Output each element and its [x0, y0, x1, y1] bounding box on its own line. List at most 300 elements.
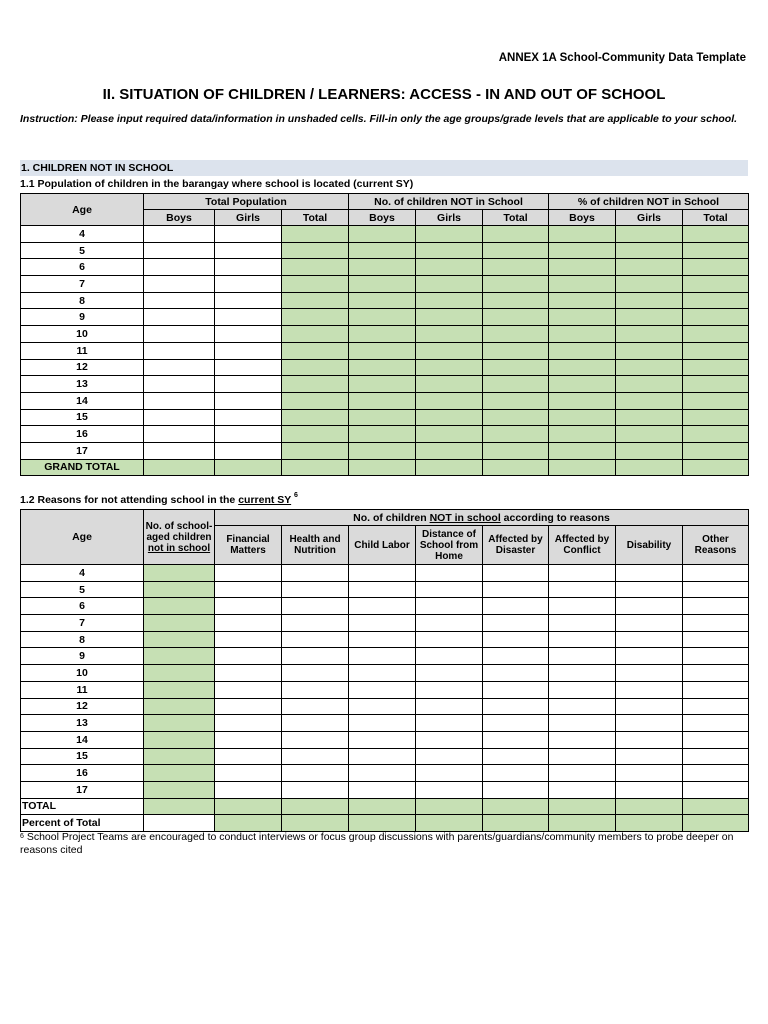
input-cell[interactable]	[549, 715, 616, 732]
input-cell[interactable]	[416, 565, 483, 582]
input-cell[interactable]	[549, 565, 616, 582]
input-cell[interactable]	[549, 681, 616, 698]
girls-header: Girls	[416, 210, 483, 226]
computed-cell	[549, 292, 616, 309]
age-cell: 10	[21, 326, 144, 343]
input-cell[interactable]	[483, 598, 549, 615]
input-cell[interactable]	[616, 665, 683, 682]
input-cell[interactable]	[349, 565, 416, 582]
input-cell[interactable]	[144, 359, 215, 376]
percent-not-in-school-header: % of children NOT in School	[549, 194, 749, 210]
age-cell: 13	[21, 715, 144, 732]
computed-cell	[416, 359, 483, 376]
input-cell[interactable]	[549, 598, 616, 615]
input-cell[interactable]	[416, 731, 483, 748]
table-row	[21, 731, 749, 748]
computed-cell	[349, 276, 416, 293]
table-row	[21, 276, 749, 293]
input-cell[interactable]	[549, 698, 616, 715]
reason-header	[683, 526, 749, 565]
input-cell[interactable]	[349, 581, 416, 598]
input-cell[interactable]	[282, 631, 349, 648]
input-cell[interactable]	[483, 665, 549, 682]
input-cell[interactable]	[144, 426, 215, 443]
input-cell[interactable]	[144, 442, 215, 459]
input-cell[interactable]	[144, 259, 215, 276]
input-cell[interactable]	[282, 731, 349, 748]
computed-cell	[349, 815, 416, 832]
input-cell[interactable]	[483, 781, 549, 798]
computed-cell	[144, 648, 215, 665]
count-header-line: aged children	[146, 531, 212, 543]
blank-cell	[144, 815, 215, 832]
reason-header-line: Disability	[626, 539, 672, 551]
input-cell[interactable]	[215, 242, 282, 259]
input-cell[interactable]	[416, 615, 483, 632]
input-cell[interactable]	[683, 615, 749, 632]
computed-cell	[616, 309, 683, 326]
table-row	[21, 665, 749, 682]
table-row	[21, 565, 749, 582]
computed-cell	[416, 242, 483, 259]
computed-cell	[483, 459, 549, 476]
age-cell: 8	[21, 292, 144, 309]
computed-cell	[144, 565, 215, 582]
table-row	[21, 426, 749, 443]
computed-cell	[416, 226, 483, 243]
input-cell[interactable]	[215, 565, 282, 582]
input-cell[interactable]	[683, 731, 749, 748]
computed-cell	[683, 342, 749, 359]
input-cell[interactable]	[215, 731, 282, 748]
input-cell[interactable]	[215, 648, 282, 665]
age-cell: 6	[21, 259, 144, 276]
input-cell[interactable]	[282, 598, 349, 615]
input-cell[interactable]	[616, 648, 683, 665]
input-cell[interactable]	[144, 326, 215, 343]
computed-cell	[483, 226, 549, 243]
age-cell: 4	[21, 226, 144, 243]
input-cell[interactable]	[215, 442, 282, 459]
computed-cell	[144, 581, 215, 598]
computed-cell	[416, 409, 483, 426]
count-header-line: not in school	[147, 542, 211, 554]
computed-cell	[549, 409, 616, 426]
input-cell[interactable]	[144, 276, 215, 293]
computed-cell	[616, 409, 683, 426]
count-header	[144, 510, 215, 565]
computed-cell	[144, 731, 215, 748]
input-cell[interactable]	[483, 565, 549, 582]
input-cell[interactable]	[416, 665, 483, 682]
reason-header-line: Home	[435, 550, 463, 562]
computed-cell	[282, 359, 349, 376]
input-cell[interactable]	[215, 226, 282, 243]
computed-cell	[282, 815, 349, 832]
input-cell[interactable]	[683, 698, 749, 715]
computed-cell	[144, 598, 215, 615]
input-cell[interactable]	[282, 715, 349, 732]
table-row	[21, 342, 749, 359]
computed-cell	[349, 326, 416, 343]
input-cell[interactable]	[616, 765, 683, 782]
input-cell[interactable]	[483, 765, 549, 782]
computed-cell	[282, 226, 349, 243]
computed-cell	[416, 326, 483, 343]
input-cell[interactable]	[616, 748, 683, 765]
computed-cell	[683, 426, 749, 443]
age-cell: 7	[21, 276, 144, 293]
input-cell[interactable]	[215, 631, 282, 648]
table-row	[21, 226, 749, 243]
table-row	[21, 781, 749, 798]
input-cell[interactable]	[483, 631, 549, 648]
input-cell[interactable]	[349, 631, 416, 648]
girls-header: Girls	[616, 210, 683, 226]
computed-cell	[683, 259, 749, 276]
input-cell[interactable]	[416, 631, 483, 648]
input-cell[interactable]	[416, 781, 483, 798]
input-cell[interactable]	[616, 565, 683, 582]
input-cell[interactable]	[483, 581, 549, 598]
input-cell[interactable]	[215, 581, 282, 598]
input-cell[interactable]	[416, 598, 483, 615]
computed-cell	[349, 292, 416, 309]
table-row	[21, 392, 749, 409]
input-cell[interactable]	[215, 665, 282, 682]
computed-cell	[549, 376, 616, 393]
table-row	[21, 309, 749, 326]
input-cell[interactable]	[549, 665, 616, 682]
input-cell[interactable]	[282, 665, 349, 682]
reasons-header-underlined: NOT in school	[429, 511, 501, 524]
input-cell[interactable]	[683, 631, 749, 648]
age-cell: 9	[21, 648, 144, 665]
input-cell[interactable]	[616, 615, 683, 632]
input-cell[interactable]	[416, 581, 483, 598]
input-cell[interactable]	[215, 309, 282, 326]
computed-cell	[282, 309, 349, 326]
computed-cell	[282, 376, 349, 393]
input-cell[interactable]	[349, 748, 416, 765]
computed-cell	[616, 798, 683, 815]
input-cell[interactable]	[215, 392, 282, 409]
input-cell[interactable]	[349, 731, 416, 748]
input-cell[interactable]	[215, 426, 282, 443]
population-table	[20, 193, 749, 476]
input-cell[interactable]	[282, 698, 349, 715]
reason-header-line: Disaster	[495, 545, 536, 556]
reason-header-line: Conflict	[563, 545, 601, 556]
age-cell: 10	[21, 665, 144, 682]
table-row	[21, 715, 749, 732]
age-cell: 17	[21, 781, 144, 798]
computed-cell	[416, 459, 483, 476]
input-cell[interactable]	[215, 342, 282, 359]
input-cell[interactable]	[215, 276, 282, 293]
input-cell[interactable]	[616, 715, 683, 732]
age-header: Age	[21, 194, 144, 226]
table-row	[21, 242, 749, 259]
section-heading	[20, 160, 748, 176]
computed-cell	[144, 631, 215, 648]
input-cell[interactable]	[616, 698, 683, 715]
input-cell[interactable]	[483, 715, 549, 732]
input-cell[interactable]	[549, 748, 616, 765]
computed-cell	[483, 409, 549, 426]
input-cell[interactable]	[215, 409, 282, 426]
computed-cell	[683, 409, 749, 426]
computed-cell	[349, 309, 416, 326]
computed-cell	[483, 326, 549, 343]
computed-cell	[144, 781, 215, 798]
input-cell[interactable]	[215, 359, 282, 376]
input-cell[interactable]	[144, 226, 215, 243]
computed-cell	[683, 242, 749, 259]
grand-total-label: GRAND TOTAL	[21, 459, 144, 476]
input-cell[interactable]	[549, 631, 616, 648]
computed-cell	[144, 459, 215, 476]
computed-cell	[683, 309, 749, 326]
computed-cell	[616, 359, 683, 376]
grand-total-row	[21, 459, 749, 476]
computed-cell	[416, 426, 483, 443]
table-row	[21, 681, 749, 698]
input-cell[interactable]	[549, 765, 616, 782]
input-cell[interactable]	[616, 631, 683, 648]
input-cell[interactable]	[549, 581, 616, 598]
input-cell[interactable]	[483, 648, 549, 665]
input-cell[interactable]	[349, 598, 416, 615]
computed-cell	[483, 798, 549, 815]
computed-cell	[416, 342, 483, 359]
computed-cell	[349, 242, 416, 259]
input-cell[interactable]	[683, 681, 749, 698]
computed-cell	[483, 292, 549, 309]
reason-header-line: Nutrition	[294, 545, 336, 556]
computed-cell	[282, 242, 349, 259]
input-cell[interactable]	[349, 681, 416, 698]
computed-cell	[616, 392, 683, 409]
computed-cell	[683, 376, 749, 393]
input-cell[interactable]	[683, 781, 749, 798]
computed-cell	[616, 459, 683, 476]
input-cell[interactable]	[349, 715, 416, 732]
input-cell[interactable]	[282, 581, 349, 598]
input-cell[interactable]	[483, 731, 549, 748]
input-cell[interactable]	[549, 615, 616, 632]
input-cell[interactable]	[616, 681, 683, 698]
input-cell[interactable]	[215, 681, 282, 698]
computed-cell	[483, 442, 549, 459]
age-cell: 12	[21, 359, 144, 376]
current-sy-label: current SY	[238, 494, 292, 506]
input-cell[interactable]	[349, 765, 416, 782]
computed-cell	[144, 615, 215, 632]
input-cell[interactable]	[416, 765, 483, 782]
total-row	[21, 798, 749, 815]
input-cell[interactable]	[215, 259, 282, 276]
computed-cell	[144, 681, 215, 698]
input-cell[interactable]	[683, 648, 749, 665]
reason-header	[416, 526, 483, 565]
input-cell[interactable]	[144, 392, 215, 409]
input-cell[interactable]	[349, 648, 416, 665]
computed-cell	[144, 665, 215, 682]
computed-cell	[616, 815, 683, 832]
input-cell[interactable]	[144, 292, 215, 309]
input-cell[interactable]	[483, 615, 549, 632]
computed-cell	[483, 242, 549, 259]
table-row	[21, 359, 749, 376]
computed-cell	[683, 359, 749, 376]
input-cell[interactable]	[144, 376, 215, 393]
reason-header-line: Affected by	[554, 534, 610, 545]
computed-cell	[616, 259, 683, 276]
input-cell[interactable]	[683, 665, 749, 682]
input-cell[interactable]	[416, 715, 483, 732]
computed-cell	[215, 459, 282, 476]
age-cell: 15	[21, 409, 144, 426]
input-cell[interactable]	[282, 565, 349, 582]
input-cell[interactable]	[144, 309, 215, 326]
computed-cell	[683, 292, 749, 309]
input-cell[interactable]	[683, 748, 749, 765]
input-cell[interactable]	[282, 648, 349, 665]
input-cell[interactable]	[144, 242, 215, 259]
computed-cell	[616, 276, 683, 293]
input-cell[interactable]	[549, 648, 616, 665]
age-cell: 6	[21, 598, 144, 615]
input-cell[interactable]	[416, 648, 483, 665]
boys-header: Boys	[144, 210, 215, 226]
total-header: Total	[282, 210, 349, 226]
computed-cell	[483, 392, 549, 409]
computed-cell	[549, 459, 616, 476]
input-cell[interactable]	[144, 409, 215, 426]
input-cell[interactable]	[483, 681, 549, 698]
table-row	[21, 698, 749, 715]
reason-header	[616, 526, 683, 565]
input-cell[interactable]	[683, 565, 749, 582]
age-header: Age	[21, 510, 144, 565]
input-cell[interactable]	[215, 292, 282, 309]
input-cell[interactable]	[683, 765, 749, 782]
input-cell[interactable]	[282, 615, 349, 632]
percent-label: Percent of Total	[21, 815, 144, 832]
table-row	[21, 259, 749, 276]
input-cell[interactable]	[483, 698, 549, 715]
computed-cell	[483, 259, 549, 276]
computed-cell	[683, 815, 749, 832]
computed-cell	[549, 442, 616, 459]
age-cell: 16	[21, 426, 144, 443]
total-header: Total	[683, 210, 749, 226]
age-cell: 13	[21, 376, 144, 393]
input-cell[interactable]	[416, 698, 483, 715]
not-in-school-header: No. of children NOT in School	[349, 194, 549, 210]
input-cell[interactable]	[282, 748, 349, 765]
input-cell[interactable]	[683, 715, 749, 732]
reason-header-line: Health and	[289, 534, 341, 545]
input-cell[interactable]	[349, 615, 416, 632]
input-cell[interactable]	[215, 698, 282, 715]
computed-cell	[144, 698, 215, 715]
input-cell[interactable]	[282, 681, 349, 698]
input-cell[interactable]	[349, 698, 416, 715]
age-cell: 5	[21, 242, 144, 259]
input-cell[interactable]	[144, 342, 215, 359]
count-header-line: No. of school-	[145, 520, 213, 532]
computed-cell	[215, 815, 282, 832]
computed-cell	[349, 392, 416, 409]
input-cell[interactable]	[215, 615, 282, 632]
input-cell[interactable]	[215, 326, 282, 343]
input-cell[interactable]	[549, 781, 616, 798]
input-cell[interactable]	[215, 781, 282, 798]
age-cell: 11	[21, 681, 144, 698]
input-cell[interactable]	[349, 781, 416, 798]
computed-cell	[416, 815, 483, 832]
computed-cell	[349, 409, 416, 426]
input-cell[interactable]	[349, 665, 416, 682]
computed-cell	[349, 426, 416, 443]
computed-cell	[683, 326, 749, 343]
input-cell[interactable]	[683, 581, 749, 598]
computed-cell	[416, 259, 483, 276]
input-cell[interactable]	[616, 581, 683, 598]
input-cell[interactable]	[215, 765, 282, 782]
input-cell[interactable]	[683, 598, 749, 615]
input-cell[interactable]	[215, 598, 282, 615]
computed-cell	[483, 359, 549, 376]
computed-cell	[683, 442, 749, 459]
input-cell[interactable]	[282, 765, 349, 782]
computed-cell	[616, 226, 683, 243]
reason-header-line: Reasons	[694, 545, 737, 556]
input-cell[interactable]	[616, 731, 683, 748]
input-cell[interactable]	[215, 715, 282, 732]
computed-cell	[215, 798, 282, 815]
input-cell[interactable]	[483, 748, 549, 765]
input-cell[interactable]	[549, 731, 616, 748]
section-heading-text: 1. CHILDREN NOT IN SCHOOL	[21, 162, 174, 174]
input-cell[interactable]	[616, 598, 683, 615]
input-cell[interactable]	[416, 681, 483, 698]
input-cell[interactable]	[282, 781, 349, 798]
computed-cell	[349, 342, 416, 359]
computed-cell	[282, 292, 349, 309]
computed-cell	[349, 459, 416, 476]
computed-cell	[483, 276, 549, 293]
input-cell[interactable]	[215, 376, 282, 393]
footnote-marker: 6	[294, 492, 298, 499]
computed-cell	[349, 798, 416, 815]
input-cell[interactable]	[616, 781, 683, 798]
computed-cell	[549, 309, 616, 326]
computed-cell	[144, 715, 215, 732]
computed-cell	[282, 259, 349, 276]
input-cell[interactable]	[215, 748, 282, 765]
reason-header-line: Other	[702, 534, 729, 545]
computed-cell	[483, 426, 549, 443]
reason-header-line: Financial	[226, 534, 270, 545]
computed-cell	[483, 815, 549, 832]
input-cell[interactable]	[416, 748, 483, 765]
computed-cell	[549, 359, 616, 376]
age-cell: 9	[21, 309, 144, 326]
computed-cell	[616, 326, 683, 343]
